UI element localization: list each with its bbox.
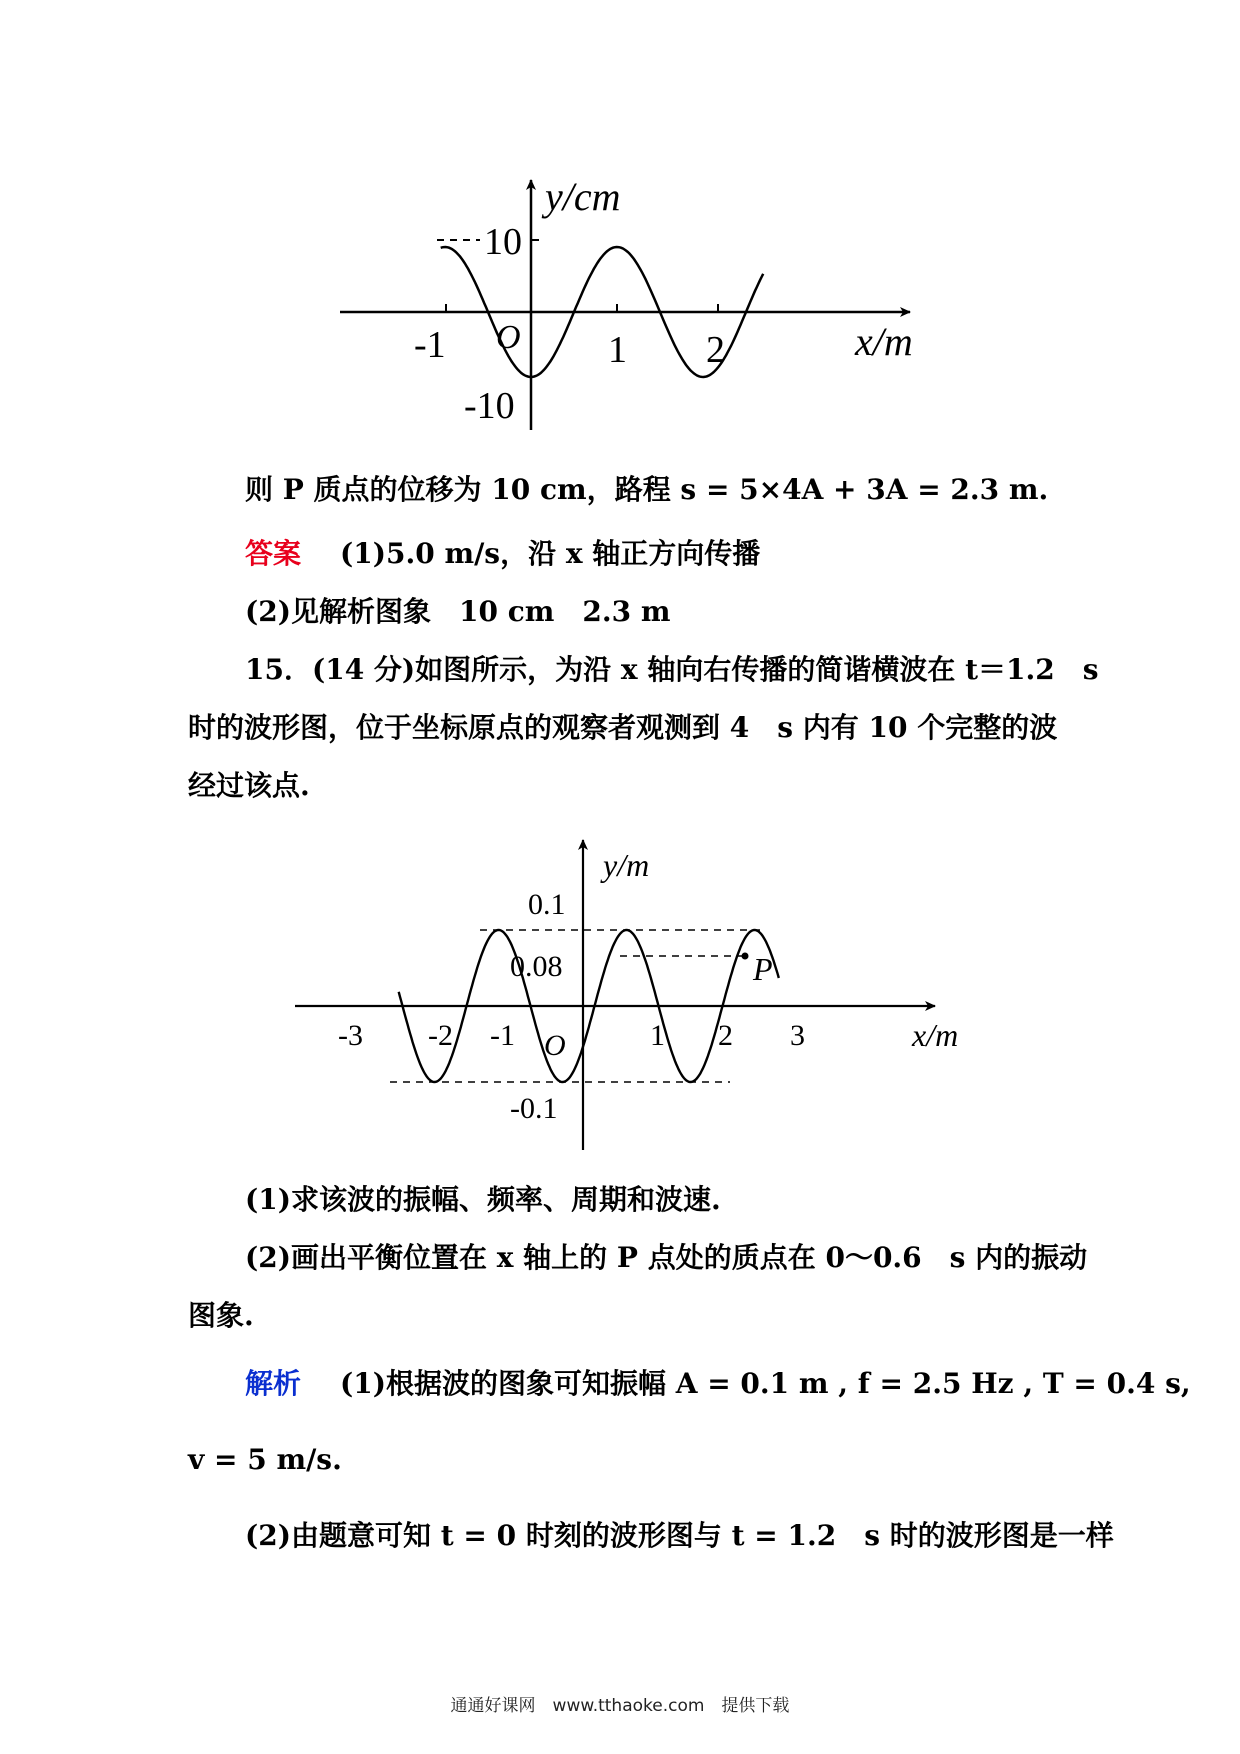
- wave-graph-2: [0, 820, 1240, 1160]
- answer-line-1: [245, 537, 761, 570]
- sub-question-1: (1)求该波的振幅、频率、周期和波速.: [245, 1183, 721, 1216]
- question-15-line-1: 15．(14 分)如图所示，为沿 x 轴向右传播的简谐横波在 t＝1.2 s: [245, 653, 1099, 686]
- x-tick-label-minus1: -1: [414, 324, 446, 366]
- x-tick-label-minus3: -3: [338, 1019, 363, 1052]
- y-axis-label-2: y/m: [603, 847, 650, 883]
- x-tick-label-minus1: -1: [490, 1019, 515, 1052]
- y-tick-label-minus10: -10: [464, 385, 515, 427]
- x-tick-label-1-b: 1: [650, 1019, 665, 1052]
- x-tick-label-minus2: -2: [428, 1019, 453, 1052]
- answer-label: 答案: [245, 537, 302, 570]
- y-tick-label-0.08: 0.08: [510, 950, 563, 983]
- y-tick-label-minus0.1: -0.1: [510, 1092, 558, 1125]
- point-p-label: P: [753, 951, 773, 987]
- answer-text-1: (1)5.0 m/s，沿 x 轴正方向传播: [340, 537, 761, 570]
- x-tick-label-2: 2: [706, 329, 725, 371]
- origin-label-2: O: [544, 1029, 566, 1062]
- p-displacement-text: 则 P 质点的位移为 10 cm，路程 s = 5×4A + 3A = 2.3 m.: [245, 473, 1049, 506]
- analysis-line-2: v = 5 m/s.: [188, 1443, 342, 1476]
- x-tick-label-3: 3: [790, 1019, 805, 1052]
- sub-question-2-line-1: (2)画出平衡位置在 x 轴上的 P 点处的质点在 0～0.6 s 内的振动: [245, 1241, 1088, 1274]
- x-tick-label-1: 1: [608, 329, 627, 371]
- analysis-text-1: (1)根据波的图象可知振幅 A = 0.1 m , f = 2.5 Hz , T = 0.4 s,: [340, 1367, 1191, 1400]
- x-tick-label-2-b: 2: [718, 1019, 733, 1052]
- answer-line-2: (2)见解析图象 10 cm 2.3 m: [245, 595, 671, 628]
- x-axis-label-2: x/m: [912, 1017, 959, 1053]
- y-tick-label-0.1: 0.1: [528, 888, 566, 921]
- origin-label-1: O: [496, 319, 521, 356]
- point-p-marker: [742, 953, 749, 960]
- sub-question-2-line-2: 图象.: [188, 1299, 254, 1332]
- question-15-line-3: 经过该点.: [188, 769, 310, 802]
- y-tick-label-10: 10: [484, 221, 522, 263]
- footer-text: 通通好课网 www.tthaoke.com 提供下载: [450, 1696, 790, 1716]
- question-15-line-2: 时的波形图，位于坐标原点的观察者观测到 4 s 内有 10 个完整的波: [188, 711, 1058, 744]
- analysis-label: 解析: [245, 1367, 302, 1400]
- x-axis-label-1: x/m: [855, 319, 913, 364]
- y-axis-label-1: y/cm: [545, 174, 621, 219]
- analysis-line-3: (2)由题意可知 t = 0 时刻的波形图与 t = 1.2 s 时的波形图是一样: [245, 1519, 1114, 1552]
- wave-graph-1: [0, 0, 1240, 460]
- analysis-line-1: [245, 1367, 1191, 1400]
